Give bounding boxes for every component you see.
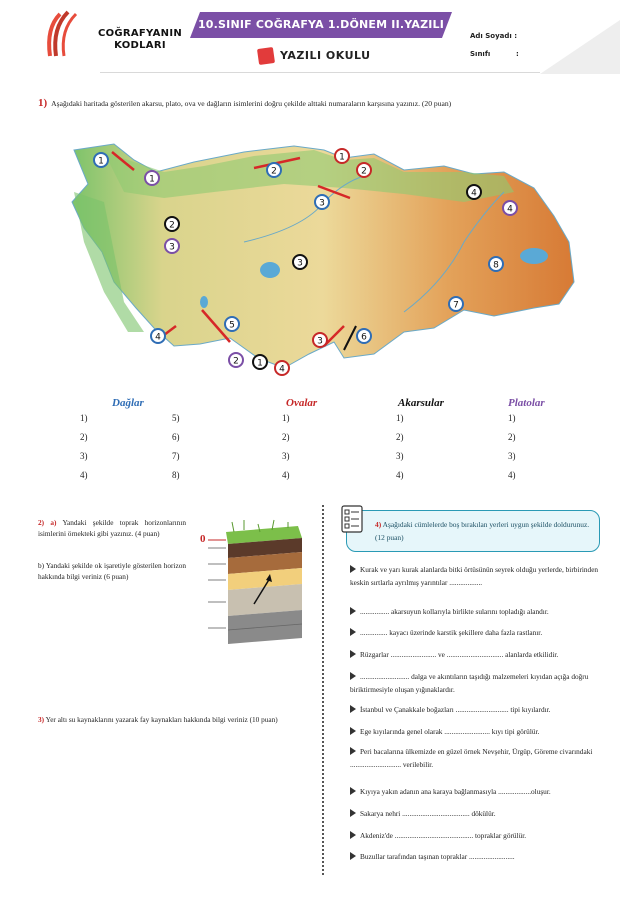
- exam-title: 10.SINIF COĞRAFYA 1.DÖNEM II.YAZILI: [197, 18, 445, 31]
- map-marker-ova-4: [275, 361, 289, 375]
- map-marker-akarsu-2: [165, 217, 179, 231]
- answer-akarsu-2[interactable]: 2): [396, 432, 404, 442]
- svg-text:6: 6: [361, 332, 367, 343]
- answer-dag-left-1[interactable]: 1): [80, 413, 88, 423]
- fill-in-item-text: Ege kıyılarında genel olarak ......................... kıyı tipi görülür.: [360, 727, 540, 736]
- answer-dag-right-1[interactable]: 5): [172, 413, 180, 423]
- bullet-triangle-icon: [350, 628, 356, 636]
- fill-in-item[interactable]: [350, 670, 606, 696]
- bullet-triangle-icon: [350, 705, 356, 713]
- map-marker-ova-2: [357, 163, 371, 177]
- fill-in-item[interactable]: [350, 745, 606, 771]
- svg-text:2: 2: [271, 166, 277, 177]
- student-class-label: Sınıfı: [470, 50, 491, 58]
- question-2a: [38, 517, 186, 539]
- fill-in-item-text: İstanbul ve Çanakkale boğazları ............................. tipi kıyılardır.: [360, 705, 551, 714]
- school-name: YAZILI OKULU: [280, 49, 371, 62]
- map-marker-ova-1: [335, 149, 349, 163]
- question-1-text: Aşağıdaki haritada gösterilen akarsu, plato, ova ve dağların isimlerini doğru çekilde alttaki numaraların karşısına yazınız. (20 puan): [51, 99, 452, 108]
- brand-logo: [40, 10, 200, 58]
- question-1-number: 1): [38, 97, 48, 109]
- question-4-instruction: [375, 518, 595, 544]
- question-2a-number: 2) a): [38, 518, 57, 527]
- lake-egirdir: [200, 296, 208, 308]
- soil-horizon-diagram: [198, 518, 314, 658]
- svg-text:3: 3: [297, 258, 303, 269]
- column-divider: [322, 505, 324, 875]
- fill-in-item-text: Peri bacalarına ülkemizde en güzel örnek Nevşehir, Ürgüp, Göreme civarındaki ............................ verilebilir.: [350, 747, 593, 769]
- svg-text:4: 4: [471, 188, 477, 199]
- map-marker-ova-3: [313, 333, 327, 347]
- fill-in-item-text: Buzullar tarafından taşınan topraklar .........................: [360, 852, 515, 861]
- heading-ovalar: Ovalar: [286, 397, 318, 409]
- svg-text:3: 3: [317, 336, 323, 347]
- question-4-text: Aşağıdaki cümlelerde boş bırakılan yerleri uygun şekilde doldurunuz. (12 puan): [375, 520, 590, 542]
- header-corner-shape: [540, 20, 620, 74]
- map-marker-dag-6: [357, 329, 371, 343]
- student-class-field[interactable]: [470, 50, 519, 58]
- map-marker-akarsu-4: [467, 185, 481, 199]
- answer-dag-left-4[interactable]: 4): [80, 470, 88, 480]
- question-3-number: 3): [38, 715, 45, 724]
- question-1: [38, 97, 618, 109]
- brand-name: COĞRAFYANIN KODLARI: [97, 28, 183, 51]
- question-4-number: 4): [375, 520, 382, 529]
- lake-van: [520, 248, 548, 264]
- fill-in-item-text: Kıyıya yakın adanın ana karaya bağlanmasıyla ..................oluşur.: [360, 787, 551, 796]
- fill-in-item[interactable]: [350, 605, 606, 618]
- bullet-triangle-icon: [350, 831, 356, 839]
- exam-title-band: [190, 12, 452, 38]
- header-divider: [100, 72, 540, 73]
- map-marker-akarsu-3: [293, 255, 307, 269]
- svg-text:2: 2: [233, 356, 239, 367]
- fill-in-item-text: Akdeniz'de ........................................... topraklar görülür.: [360, 831, 527, 840]
- answer-plato-4[interactable]: 4): [508, 470, 516, 480]
- bullet-triangle-icon: [350, 672, 356, 680]
- map-marker-dag-3: [315, 195, 329, 209]
- answer-akarsu-3[interactable]: 3): [396, 451, 404, 461]
- soil-horizon-label: 0: [200, 533, 206, 545]
- map-marker-dag-1: [94, 153, 108, 167]
- fill-in-item[interactable]: [350, 807, 606, 820]
- map-marker-plato-2: [229, 353, 243, 367]
- question-3-text: Yer altı su kaynaklarını yazarak fay kaynakları hakkında bilgi veriniz (10 puan): [45, 715, 278, 724]
- bullet-triangle-icon: [350, 607, 356, 615]
- bullet-triangle-icon: [350, 650, 356, 658]
- fill-in-item[interactable]: [350, 703, 606, 716]
- answer-plato-2[interactable]: 2): [508, 432, 516, 442]
- map-marker-dag-5: [225, 317, 239, 331]
- map-marker-plato-3: [165, 239, 179, 253]
- svg-text:2: 2: [169, 220, 175, 231]
- answer-plato-1[interactable]: 1): [508, 413, 516, 423]
- answer-akarsu-1[interactable]: 1): [396, 413, 404, 423]
- answer-dag-left-2[interactable]: 2): [80, 432, 88, 442]
- bullet-triangle-icon: [350, 809, 356, 817]
- fill-in-item-text: Rüzgarlar ......................... ve ............................... alanlarda etkilidir.: [360, 650, 559, 659]
- map-marker-dag-2: [267, 163, 281, 177]
- student-name-label: Adı Soyadı :: [470, 32, 518, 40]
- svg-text:8: 8: [493, 260, 499, 271]
- answer-dag-right-2[interactable]: 6): [172, 432, 180, 442]
- bullet-triangle-icon: [350, 565, 356, 573]
- answer-ova-1[interactable]: 1): [282, 413, 290, 423]
- map-marker-plato-1: [145, 171, 159, 185]
- bullet-triangle-icon: [350, 727, 356, 735]
- answer-ova-2[interactable]: 2): [282, 432, 290, 442]
- answer-dag-right-4[interactable]: 8): [172, 470, 180, 480]
- answer-akarsu-4[interactable]: 4): [396, 470, 404, 480]
- fill-in-item[interactable]: [350, 626, 606, 639]
- checklist-icon: [340, 504, 366, 534]
- fill-in-item-text: ................ akarsuyun kollarıyla birlikte sularını topladığı alandır.: [360, 607, 549, 616]
- answer-dag-left-3[interactable]: 3): [80, 451, 88, 461]
- svg-text:5: 5: [229, 320, 235, 331]
- fill-in-item-text: Sakarya nehri ..................................... dökülür.: [360, 809, 496, 818]
- student-class-colon: :: [516, 50, 519, 58]
- svg-text:2: 2: [361, 166, 367, 177]
- svg-text:1: 1: [257, 358, 263, 369]
- fill-in-item[interactable]: [350, 725, 606, 738]
- fill-in-item-text: ............... kayacı üzerinde karstik şekillere daha fazla rastlanır.: [360, 628, 543, 637]
- map-marker-akarsu-1: [253, 355, 267, 369]
- fill-in-item[interactable]: [350, 829, 606, 842]
- fill-in-item-text: Kurak ve yarı kurak alanlarda bitki örtüsünün seyrek olduğu yerlerde, birbirinden keskin sırtlarla ayrılmış yarıntılar ..................: [350, 565, 599, 587]
- answer-ova-4[interactable]: 4): [282, 470, 290, 480]
- svg-text:3: 3: [169, 242, 175, 253]
- heading-akarsular: Akarsular: [398, 397, 444, 409]
- lake-tuz: [260, 262, 280, 278]
- bullet-triangle-icon: [350, 787, 356, 795]
- fill-in-item[interactable]: [350, 563, 606, 589]
- fill-in-item[interactable]: [350, 648, 606, 661]
- map-marker-plato-4: [503, 201, 517, 215]
- answer-ova-3[interactable]: 3): [282, 451, 290, 461]
- fill-in-item[interactable]: [350, 850, 606, 863]
- school-book-icon: [257, 47, 275, 65]
- svg-text:4: 4: [279, 364, 285, 375]
- fill-in-item[interactable]: [350, 785, 606, 798]
- svg-text:1: 1: [149, 174, 155, 185]
- svg-text:1: 1: [339, 152, 345, 163]
- question-2b-text: b) Yandaki şekilde ok işaretiyle gösterilen horizon hakkında bilgi veriniz (6 puan): [38, 561, 186, 581]
- question-2a-text: Yandaki şekilde toprak horizonlarının isimlerini örnekteki gibi yazınız. (4 puan): [38, 518, 186, 538]
- answer-dag-right-3[interactable]: 7): [172, 451, 180, 461]
- svg-text:1: 1: [98, 156, 104, 167]
- turkey-physical-map: [44, 132, 592, 382]
- svg-text:7: 7: [453, 300, 459, 311]
- question-3: [38, 714, 308, 725]
- bullet-triangle-icon: [350, 852, 356, 860]
- heading-platolar: Platolar: [508, 397, 545, 409]
- svg-text:4: 4: [155, 332, 161, 343]
- svg-text:4: 4: [507, 204, 513, 215]
- map-marker-dag-4: [151, 329, 165, 343]
- student-name-field[interactable]: [470, 32, 517, 40]
- svg-text:3: 3: [319, 198, 325, 209]
- map-marker-dag-8: [489, 257, 503, 271]
- question-4-box: [346, 510, 600, 552]
- answer-plato-3[interactable]: 3): [508, 451, 516, 461]
- bullet-triangle-icon: [350, 747, 356, 755]
- map-marker-dag-7: [449, 297, 463, 311]
- fill-in-item-text: ........................... dalga ve akıntıların taşıdığı malzemeleri kıyıdan açığa doğru biriktirmesiyle oluşan yığınaklardır.: [350, 672, 589, 694]
- heading-daglar: Dağlar: [112, 397, 144, 409]
